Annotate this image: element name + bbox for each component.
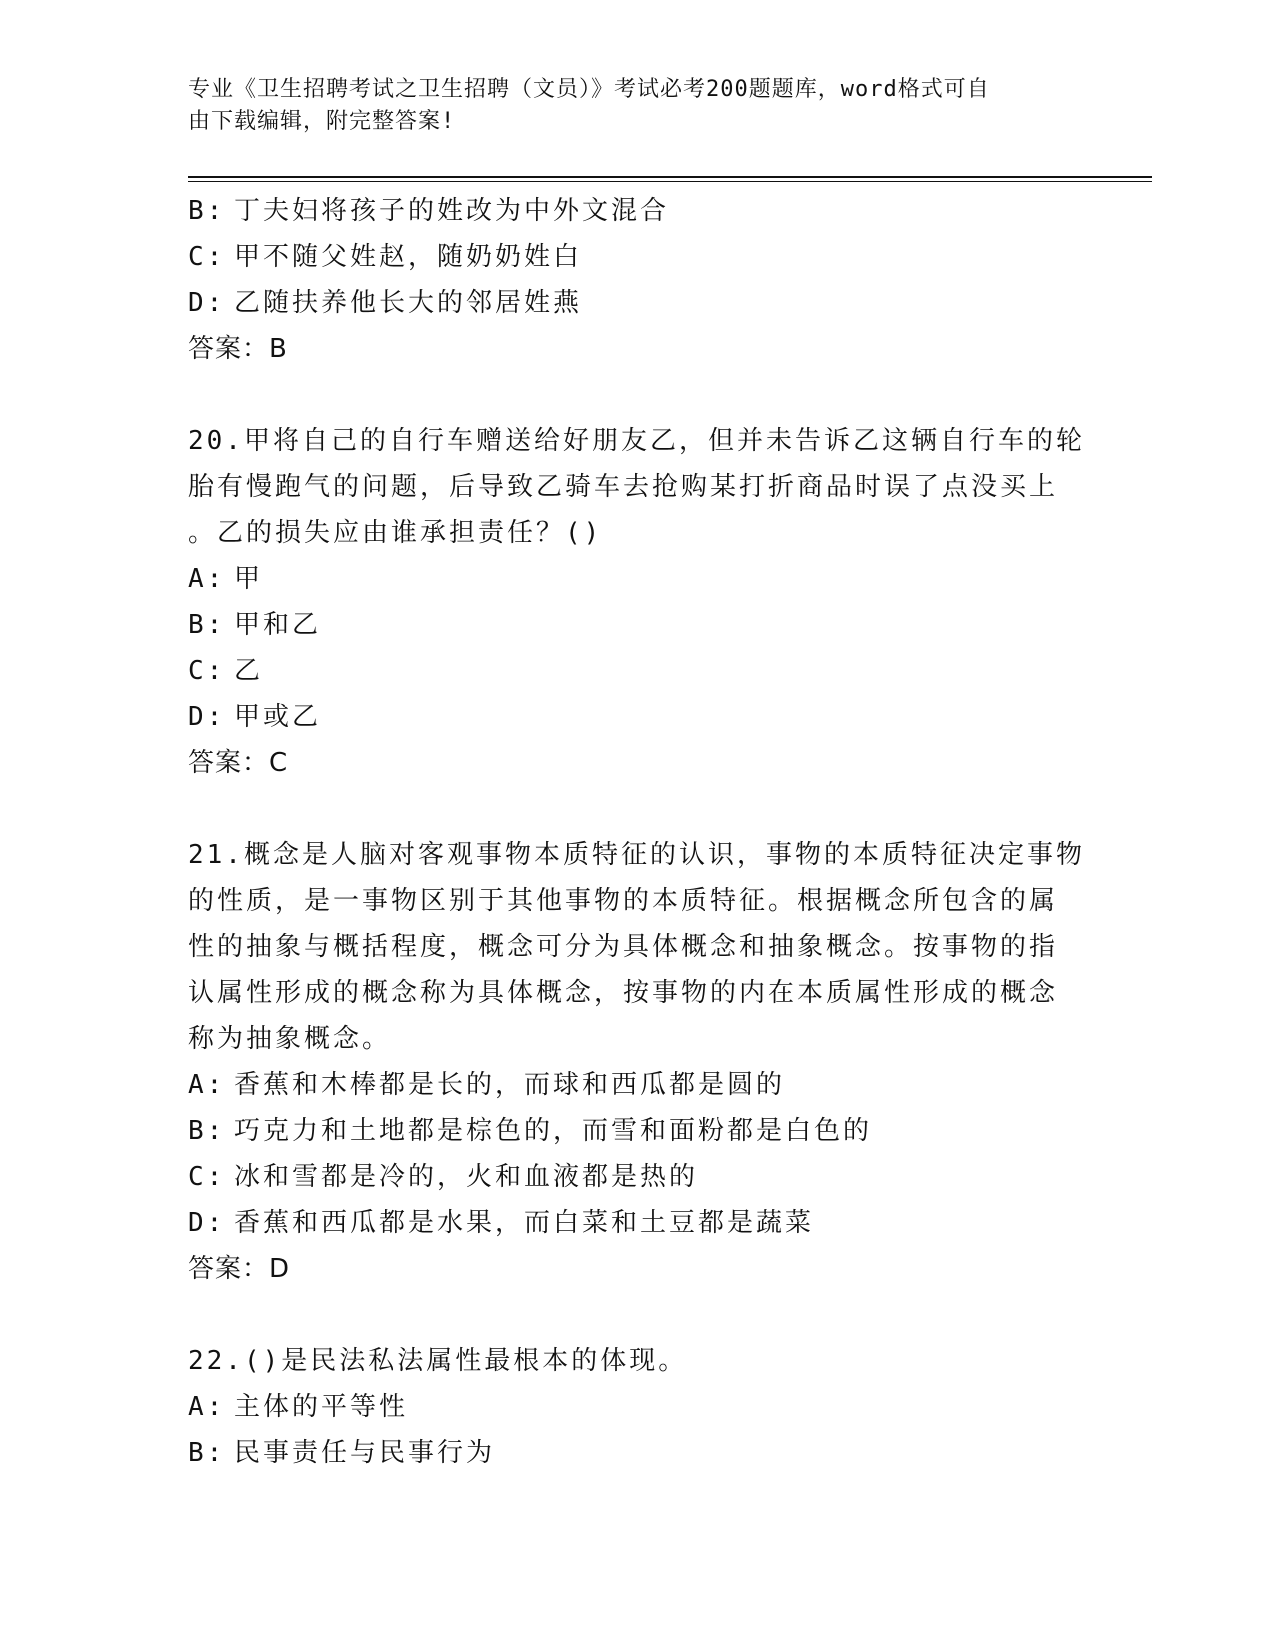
option-text: 甲或乙 [234, 702, 322, 732]
option-letter: D: [188, 1208, 226, 1238]
option-d [188, 694, 1088, 740]
option-text: 香蕉和西瓜都是水果，而白菜和土豆都是蔬菜 [234, 1208, 815, 1238]
option-text: 香蕉和木棒都是长的，而球和西瓜都是圆的 [234, 1070, 786, 1100]
question-text-line: 。乙的损失应由谁承担责任？() [188, 518, 603, 548]
answer-line: 答案：C [188, 748, 289, 778]
header-line-2: 由下载编辑，附完整答案! [188, 109, 456, 134]
header-rule-thick [188, 176, 1152, 178]
option-a [188, 1384, 1088, 1430]
option-b [188, 188, 1088, 234]
option-c [188, 648, 1088, 694]
question-text-line: 胎有慢跑气的问题，后导致乙骑车去抢购某打折商品时误了点没买上 [188, 472, 1059, 502]
option-text: 甲和乙 [234, 610, 322, 640]
option-letter: D: [188, 288, 226, 318]
option-text: 甲不随父姓赵，随奶奶姓白 [234, 242, 583, 272]
option-letter: D: [188, 702, 226, 732]
header-line-1: 专业《卫生招聘考试之卫生招聘（文员）》考试必考200题题库，word格式可自 [188, 77, 990, 102]
option-letter: B: [188, 1438, 226, 1468]
option-letter: A: [188, 1070, 226, 1100]
question-text-line: 性的抽象与概括程度，概念可分为具体概念和抽象概念。按事物的指 [188, 932, 1059, 962]
spacer [188, 372, 1088, 418]
document-header [188, 74, 1068, 138]
question-19-tail [188, 188, 1088, 372]
option-text: 主体的平等性 [234, 1392, 409, 1422]
question-20 [188, 418, 1088, 786]
option-letter: C: [188, 1162, 226, 1192]
option-text: 乙 [234, 656, 264, 686]
answer-line: 答案：D [188, 1254, 291, 1284]
question-text-line: 认属性形成的概念称为具体概念，按事物的内在本质属性形成的概念 [188, 978, 1059, 1008]
option-letter: A: [188, 1392, 226, 1422]
option-letter: B: [188, 610, 226, 640]
header-rule-thin [188, 181, 1152, 182]
option-letter: B: [188, 1116, 226, 1146]
option-d [188, 1200, 1088, 1246]
question-text-line: 22.()是民法私法属性最根本的体现。 [188, 1346, 688, 1376]
option-c [188, 234, 1088, 280]
option-text: 乙随扶养他长大的邻居姓燕 [234, 288, 583, 318]
option-c [188, 1154, 1088, 1200]
option-text: 冰和雪都是冷的，火和血液都是热的 [234, 1162, 699, 1192]
option-letter: C: [188, 656, 226, 686]
option-b [188, 602, 1088, 648]
question-text-line: 称为抽象概念。 [188, 1024, 392, 1054]
question-text-line: 21.概念是人脑对客观事物本质特征的认识，事物的本质特征决定事物 [188, 840, 1085, 870]
question-content [188, 188, 1088, 1476]
answer-line: 答案：B [188, 334, 288, 364]
option-text: 巧克力和土地都是棕色的，而雪和面粉都是白色的 [234, 1116, 873, 1146]
question-text-line: 20.甲将自己的自行车赠送给好朋友乙，但并未告诉乙这辆自行车的轮 [188, 426, 1085, 456]
question-22 [188, 1338, 1088, 1476]
option-letter: C: [188, 242, 226, 272]
option-a [188, 556, 1088, 602]
option-text: 民事责任与民事行为 [234, 1438, 496, 1468]
question-21 [188, 832, 1088, 1292]
option-text: 丁夫妇将孩子的姓改为中外文混合 [234, 196, 670, 226]
option-a [188, 1062, 1088, 1108]
option-b [188, 1430, 1088, 1476]
option-b [188, 1108, 1088, 1154]
option-letter: B: [188, 196, 226, 226]
spacer [188, 786, 1088, 832]
spacer [188, 1292, 1088, 1338]
option-text: 甲 [234, 564, 264, 594]
option-letter: A: [188, 564, 226, 594]
question-text-line: 的性质，是一事物区别于其他事物的本质特征。根据概念所包含的属 [188, 886, 1059, 916]
option-d [188, 280, 1088, 326]
